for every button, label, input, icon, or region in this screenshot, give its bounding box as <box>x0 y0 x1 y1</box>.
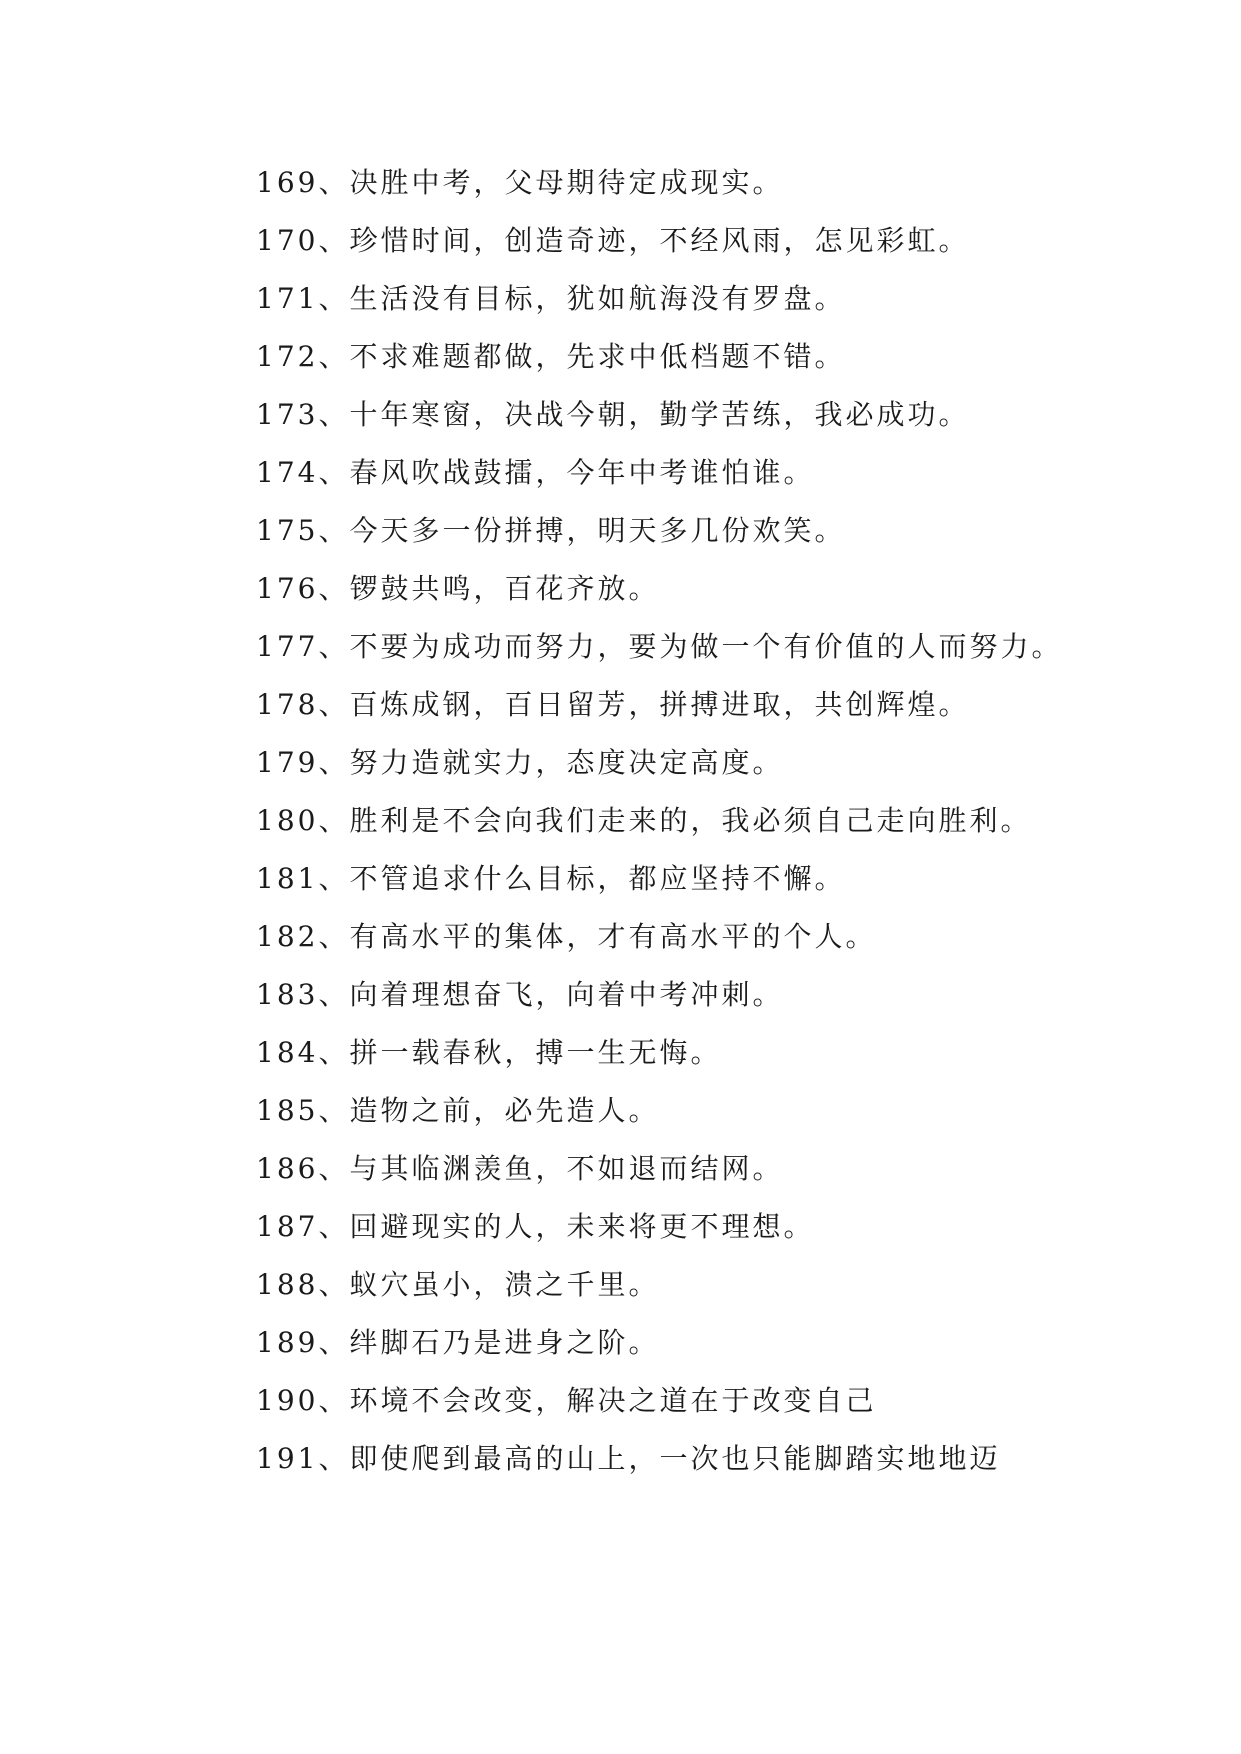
list-item: 184、拼一载春秋，搏一生无悔。 <box>256 1036 722 1069</box>
list-item: 189、绊脚石乃是进身之阶。 <box>256 1326 660 1359</box>
list-item: 172、不求难题都做，先求中低档题不错。 <box>256 340 846 373</box>
list-item: 186、与其临渊羡鱼，不如退而结网。 <box>256 1152 784 1185</box>
list-item: 180、胜利是不会向我们走来的，我必须自己走向胜利。 <box>256 804 1032 837</box>
list-item: 182、有高水平的集体，才有高水平的个人。 <box>256 920 877 953</box>
list-item: 169、决胜中考，父母期待定成现实。 <box>256 166 784 199</box>
list-item: 188、蚁穴虽小，溃之千里。 <box>256 1268 660 1301</box>
list-item: 175、今天多一份拼搏，明天多几份欢笑。 <box>256 514 846 547</box>
list-item: 183、向着理想奋飞，向着中考冲刺。 <box>256 978 784 1011</box>
list-item: 181、不管追求什么目标，都应坚持不懈。 <box>256 862 846 895</box>
list-item: 190、环境不会改变，解决之道在于改变自己 <box>256 1384 877 1417</box>
list-item: 185、造物之前，必先造人。 <box>256 1094 660 1127</box>
list-item: 176、锣鼓共鸣，百花齐放。 <box>256 572 660 605</box>
list-item: 187、回避现实的人，未来将更不理想。 <box>256 1210 815 1243</box>
list-item: 177、不要为成功而努力，要为做一个有价值的人而努力。 <box>256 630 1063 663</box>
list-item: 178、百炼成钢，百日留芳，拼搏进取，共创辉煌。 <box>256 688 970 721</box>
list-item: 170、珍惜时间，创造奇迹，不经风雨，怎见彩虹。 <box>256 224 970 257</box>
list-item: 191、即使爬到最高的山上，一次也只能脚踏实地地迈 <box>256 1442 1001 1475</box>
list-item: 173、十年寒窗，决战今朝，勤学苦练，我必成功。 <box>256 398 970 431</box>
slogan-list <box>188 154 1068 1488</box>
list-item: 174、春风吹战鼓擂，今年中考谁怕谁。 <box>256 456 815 489</box>
list-item: 171、生活没有目标，犹如航海没有罗盘。 <box>256 282 846 315</box>
list-item: 179、努力造就实力，态度决定高度。 <box>256 746 784 779</box>
